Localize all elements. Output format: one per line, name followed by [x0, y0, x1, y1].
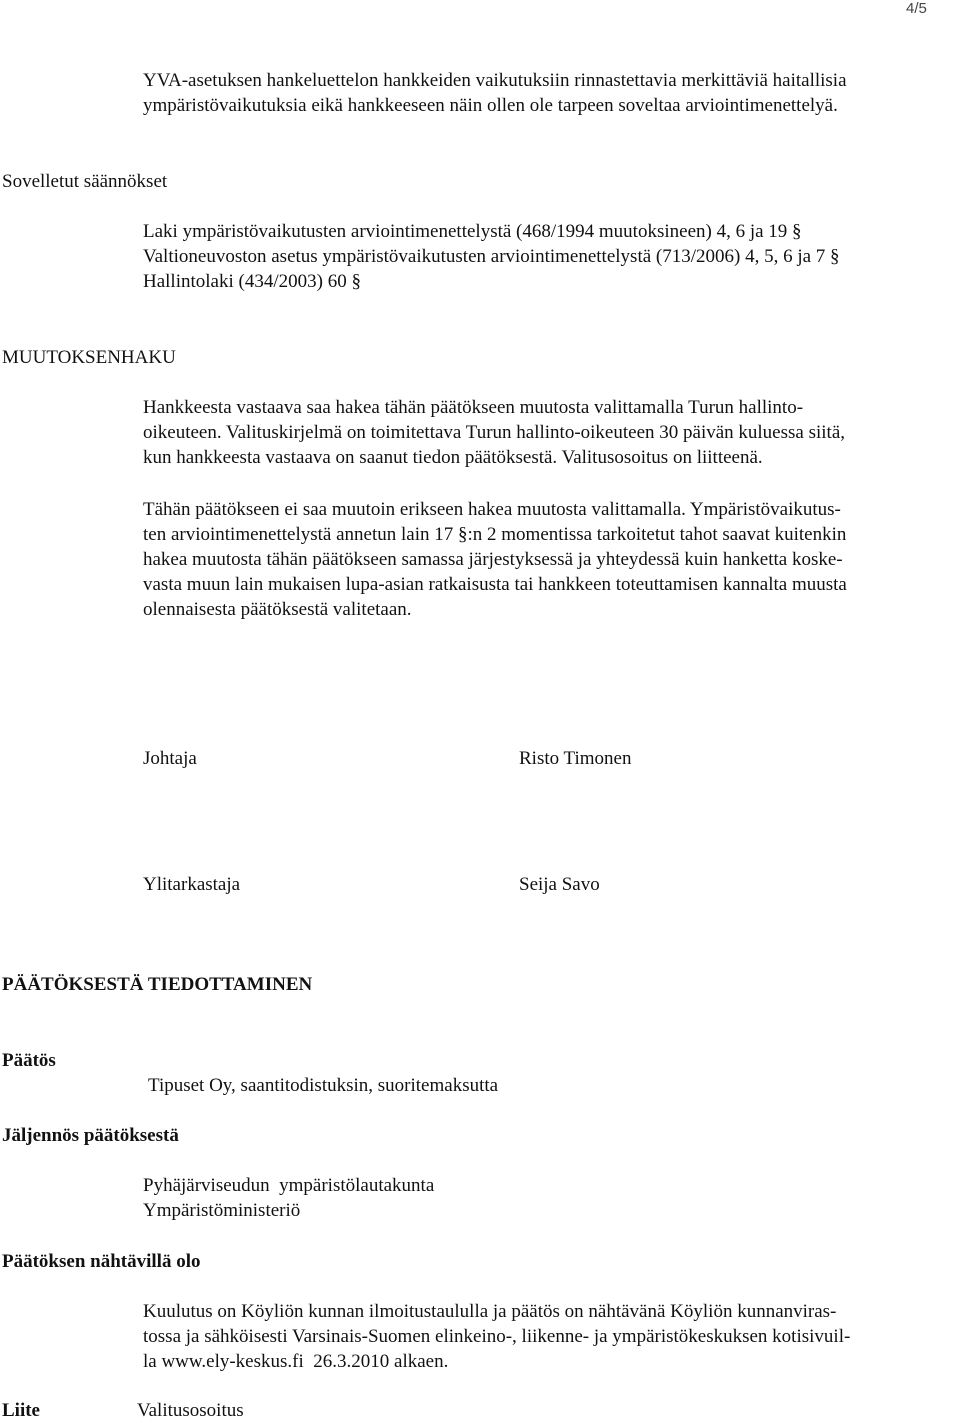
signature-title: Ylitarkastaja	[143, 874, 241, 895]
page-number: 4/5	[906, 0, 927, 17]
text-line: Kuulutus on Köyliön kunnan ilmoitustaululla ja päätös on nähtävänä Köyliön kunnanviras-	[143, 1301, 837, 1322]
text-line: kun hankkeesta vastaava on saanut tiedon päätöksestä. Valitusosoitus on liitteenä.	[143, 447, 763, 468]
decision-label: Päätös	[2, 1050, 56, 1071]
applied-rules-list	[143, 219, 840, 294]
attachment-label: Liite	[2, 1400, 40, 1421]
signature-title: Johtaja	[143, 748, 197, 769]
text-line: Valtioneuvoston asetus ympäristövaikutusten arviointimenettelystä (713/2006) 4, 5, 6 ja 7 §	[143, 246, 840, 267]
display-paragraph	[143, 1299, 850, 1374]
decision-value: Tipuset Oy, saantitodistuksin, suoritemaksutta	[148, 1075, 499, 1096]
copy-label: Jäljennös päätöksestä	[2, 1125, 179, 1146]
text-line: Hallintolaki (434/2003) 60 §	[143, 271, 361, 292]
text-line: olennaisesta päätöksestä valitetaan.	[143, 599, 412, 620]
display-label: Päätöksen nähtävillä olo	[2, 1251, 201, 1272]
text-line: oikeuteen. Valituskirjelmä on toimitettava Turun hallinto-oikeuteen 30 päivän kuluessa siitä,	[143, 422, 845, 443]
intro-paragraph	[143, 68, 847, 118]
text-line: ympäristövaikutuksia eikä hankkeeseen näin ollen ole tarpeen soveltaa arviointimenettelyä.	[143, 95, 838, 116]
text-line: ten arviointimenettelystä annetun lain 17 §:n 2 momentissa tarkoitetut tahot saavat kuitenkin	[143, 524, 847, 545]
text-line: YVA-asetuksen hankeluettelon hankkeiden vaikutuksiin rinnastettavia merkittäviä haitallisia	[143, 70, 847, 91]
text-line: Pyhäjärviseudun ympäristölautakunta	[143, 1175, 435, 1196]
text-line: tossa ja sähköisesti Varsinais-Suomen elinkeino-, liikenne- ja ympäristökeskuksen kotisivuil-	[143, 1326, 851, 1347]
signature-name: Seija Savo	[519, 874, 600, 895]
appeal-paragraph-2	[143, 497, 847, 622]
attachment-value: Valitusosoitus	[137, 1400, 244, 1421]
copy-recipients	[143, 1173, 434, 1223]
text-line: la www.ely-keskus.fi 26.3.2010 alkaen.	[143, 1351, 449, 1372]
signature-name: Risto Timonen	[519, 748, 632, 769]
text-line: vasta muun lain mukaisen lupa-asian ratkaisusta tai hankkeen toteuttamisen kannalta muusta	[143, 574, 847, 595]
applied-rules-heading: Sovelletut säännökset	[2, 171, 168, 192]
text-line: hakea muutosta tähän päätökseen samassa järjestyksessä ja yhteydessä kuin hanketta koske-	[143, 549, 843, 570]
text-line: Laki ympäristövaikutusten arviointimenettelystä (468/1994 muutoksineen) 4, 6 ja 19 §	[143, 221, 802, 242]
text-line: Ympäristöministeriö	[143, 1200, 301, 1221]
notification-heading: PÄÄTÖKSESTÄ TIEDOTTAMINEN	[2, 974, 313, 995]
text-line: Hankkeesta vastaava saa hakea tähän päätökseen muutosta valittamalla Turun hallinto-	[143, 397, 804, 418]
text-line: Tähän päätökseen ei saa muutoin erikseen hakea muutosta valittamalla. Ympäristövaikutus-	[143, 499, 841, 520]
appeal-paragraph-1	[143, 395, 845, 470]
appeal-heading: MUUTOKSENHAKU	[2, 347, 176, 368]
